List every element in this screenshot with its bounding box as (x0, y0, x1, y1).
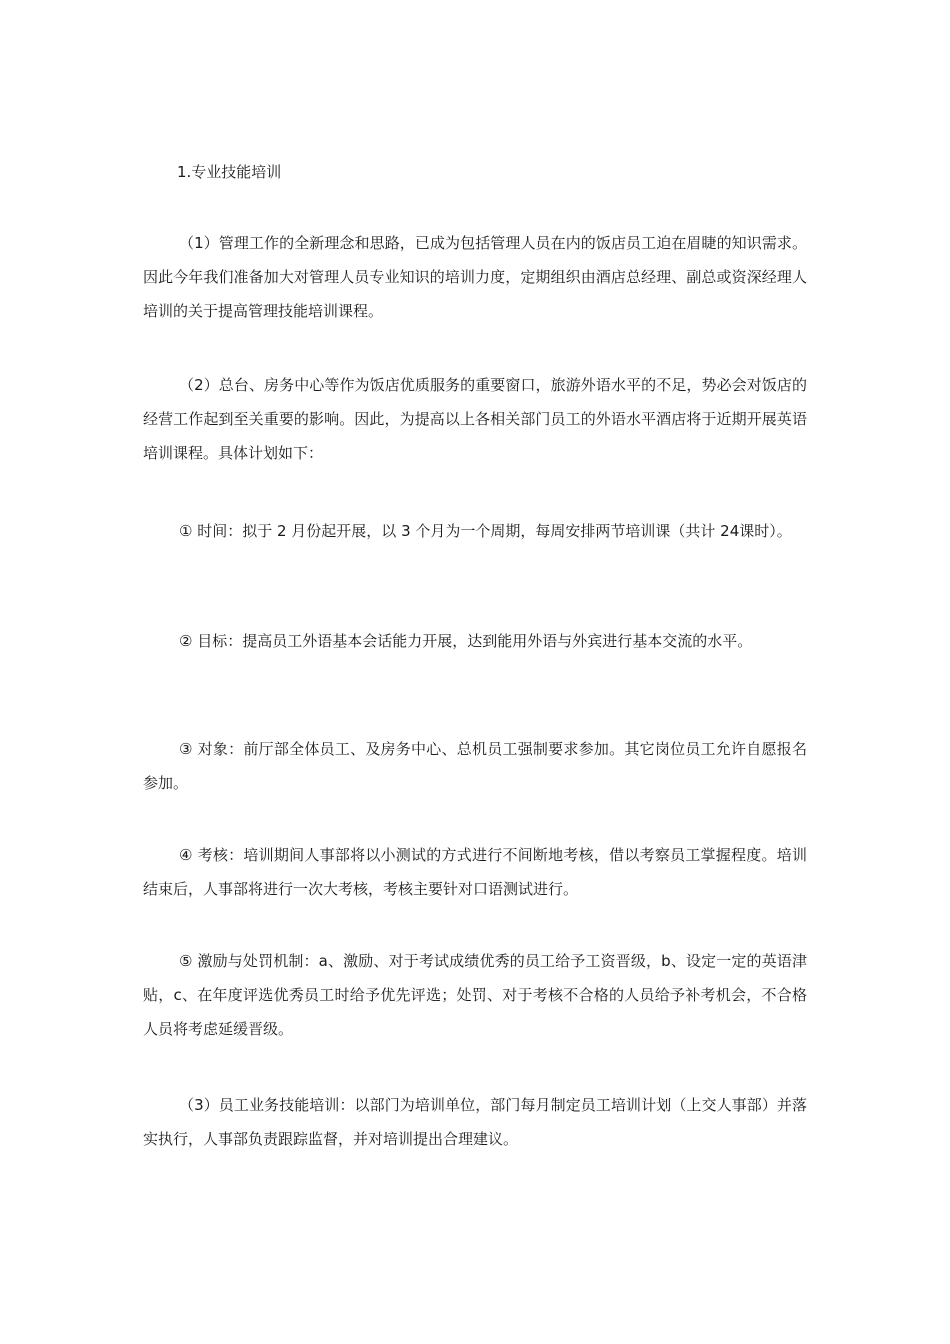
paragraph-plan-goal: ② 目标：提高员工外语基本会话能力开展，达到能用外语与外宾进行基本交流的水平。 (179, 632, 753, 650)
paragraph-management-training: （1）管理工作的全新理念和思路，已成为包括管理人员在内的饭店员工迫在眉睫的知识需求。因此今年我们准备加大对管理人员专业知识的培训力度，定期组织由酒店总经理、副总或资深经理人培训的关于提高管理技能培训课程。 (143, 234, 807, 320)
paragraph-english-training: （2）总台、房务中心等作为饭店优质服务的重要窗口，旅游外语水平的不足，势必会对饭店的经营工作起到至关重要的影响。因此，为提高以上各相关部门员工的外语水平酒店将于近期开展英语培训课程。具体计划如下： (143, 376, 807, 462)
paragraph-plan-audience: ③ 对象：前厅部全体员工、及房务中心、总机员工强制要求参加。其它岗位员工允许自愿报名参加。 (143, 740, 807, 792)
paragraph-plan-time: ① 时间：拟于 2 月份起开展，以 3 个月为一个周期，每周安排两节培训课（共计 24课时）。 (179, 522, 792, 540)
section-heading: 1.专业技能培训 (177, 163, 282, 181)
paragraph-plan-incentives: ⑤ 激励与处罚机制：a、激励、对于考试成绩优秀的员工给予工资晋级，b、设定一定的英语津贴，c、在年度评选优秀员工时给予优先评选；处罚、对于考核不合格的人员给予补考机会，不合格人员将考虑延缓晋级。 (143, 952, 807, 1038)
paragraph-plan-assessment: ④ 考核：培训期间人事部将以小测试的方式进行不间断地考核，借以考察员工掌握程度。培训结束后，人事部将进行一次大考核，考核主要针对口语测试进行。 (143, 846, 807, 898)
paragraph-department-training: （3）员工业务技能培训：以部门为培训单位，部门每月制定员工培训计划（上交人事部）并落实执行，人事部负责跟踪监督，并对培训提出合理建议。 (143, 1096, 807, 1148)
